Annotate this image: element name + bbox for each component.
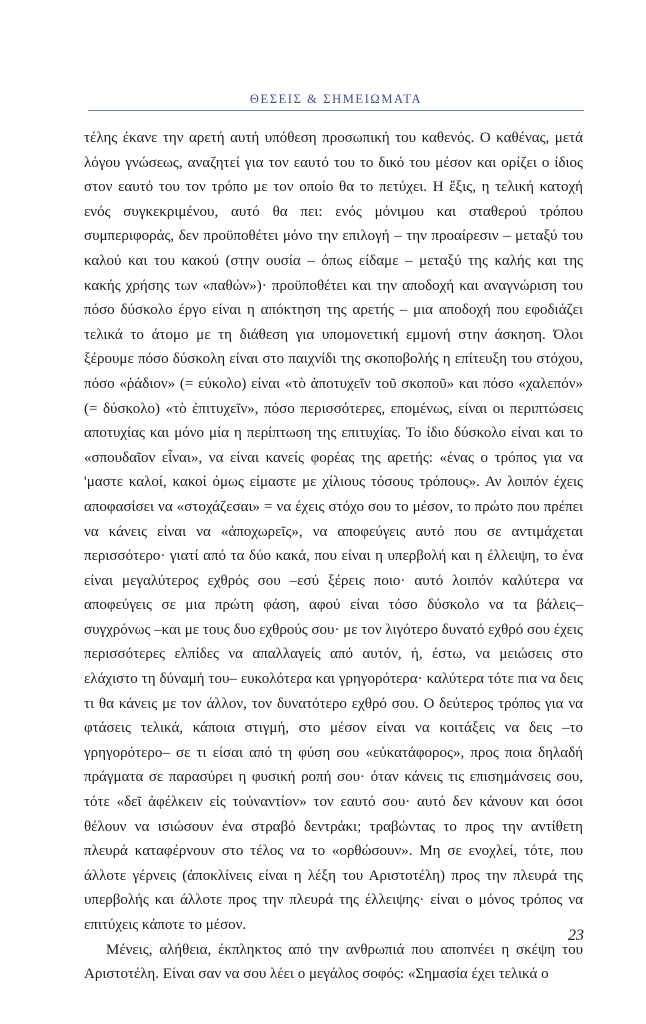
paragraph-2: Μένεις, αλήθεια, έκπληκτος από την ανθρωπιά που αποπνέει η σκέψη του Αριστοτέλη. Είναι σαν να σου λέει ο μεγάλος σοφός: «Σημασία έχει τελικά ο — [84, 941, 583, 983]
paragraph-1: τέλης έκανε την αρετή αυτή υπόθεση προσωπική του καθενός. Ο καθένας, μετά λόγου γνώσεως, αναζητεί για τον εαυτό του το δικό του μέσον και ορίζει ο ίδιος στον εαυτό του τον τρόπο με τον οποίο θα το πετύχει. Η ἕξις, η τελική κατοχή ενός συγκεκριμένου, αυτό θα πει: ενός μόνιμου και σταθερού τρόπου συμπεριφοράς, δεν προϋποθέτει μόνο την επιλογή – την προαίρεσιν – μεταξύ του καλού και του κακού (στην ουσία – όπως είδαμε – μεταξύ της καλής και της κακής χρήσης των «παθών»)· προϋποθέτει και την αποδοχή και αναγνώριση του πόσο δύσκολο έργο είναι η απόκτηση της αρετής – μια αποδοχή που εφοδιάζει τελικά το άτομο με τη διάθεση για υπομονετική εμμονή στην άσκηση. Όλοι ξέρουμε πόσο δύσκολη είναι στο παιχνίδι της σκοποβολής η επίτευξη του στόχου, πόσο «ῥάδιον» (= εύκολο) είναι «τὸ ἀποτυχεῖν τοῦ σκοποῦ» και πόσο «χαλεπόν» (= δύσκολο) «τὸ ἐπιτυχεῖν», πόσο περισσότερες, επομένως, είναι οι περιπτώσεις αποτυχίας και μόνο μία η περίπτωση της επιτυχίας. Το ίδιο δύσκολο είναι και το «σπουδαῖον εἶναι», να είναι κανείς φορέας της αρετής: «ένας ο τρόπος για να 'μαστε καλοί, κακοί όμως είμαστε με χίλιους τόσους τρόπους». Αν λοιπόν έχεις αποφασίσει να «στοχάζεσαι» = να έχεις στόχο σου το μέσον, το πρώτο που πρέπει να κάνεις είναι να «ἀποχωρεῖς», να αποφεύγεις αυτό που σε αντιμάχεται περισσότερο· γιατί από τα δύο κακά, που είναι η υπερβολή και η έλλειψη, το ένα είναι μεγαλύτερος εχθρός σου –εσύ ξέρεις ποιο· αυτό λοιπόν καλύτερα να αποφεύγεις σε μια πρώτη φάση, αφού είναι τόσο δύσκολο να τα βάλεις– συγχρόνως –και με τους δυο εχθρούς σου· με τον λιγότερο δυνατό εχθρό σου έχεις περισσότερες ελπίδες να απαλλαγείς από αυτόν, ή, έστω, να μειώσεις στο ελάχιστο τη δύναμή του– ευκολότερα και γρηγορότερα· καλύτερα τότε πια να δεις τι θα κάνεις με τον άλλον, τον δυνατότερο εχθρό σου. Ο δεύτερος τρόπος για να φτάσεις τελικά, κάποια στιγμή, στο μέσον είναι να κοιτάξεις να δεις –το γρηγορότερο– σε τι είσαι από τη φύση σου «εὐκατάφορος», προς ποια δηλαδή πράγματα σε παρασύρει η φυσική ροπή σου· όταν κάνεις τις επισημάνσεις σου, τότε «δεῖ ἀφέλκειν εἰς τοὐναντίον» τον εαυτό σου· αυτό δεν κάνουν και όσοι θέλουν να ισιώσουν ένα στραβό δεντράκι; τραβώντας το προς την αντίθετη πλευρά καταφέρνουν στο τέλος να το «ορθώσουν». Μη σε ενοχλεί, τότε, που άλλοτε γέρνεις (ἀποκλίνεις είναι η λέξη του Αριστοτέλη) προς την πλευρά της υπερβολής και άλλοτε προς την πλευρά της έλλειψης· είναι ο μόνος τρόπος να επιτύχεις κάποτε το μέσον. — [84, 130, 583, 933]
running-header: ΘΕΣΕΙΣ & ΣΗΜΕΙΩΜΑΤΑ — [249, 92, 423, 106]
page-number: 23 — [568, 927, 584, 944]
body-text — [84, 126, 583, 987]
header-rule — [88, 110, 584, 111]
